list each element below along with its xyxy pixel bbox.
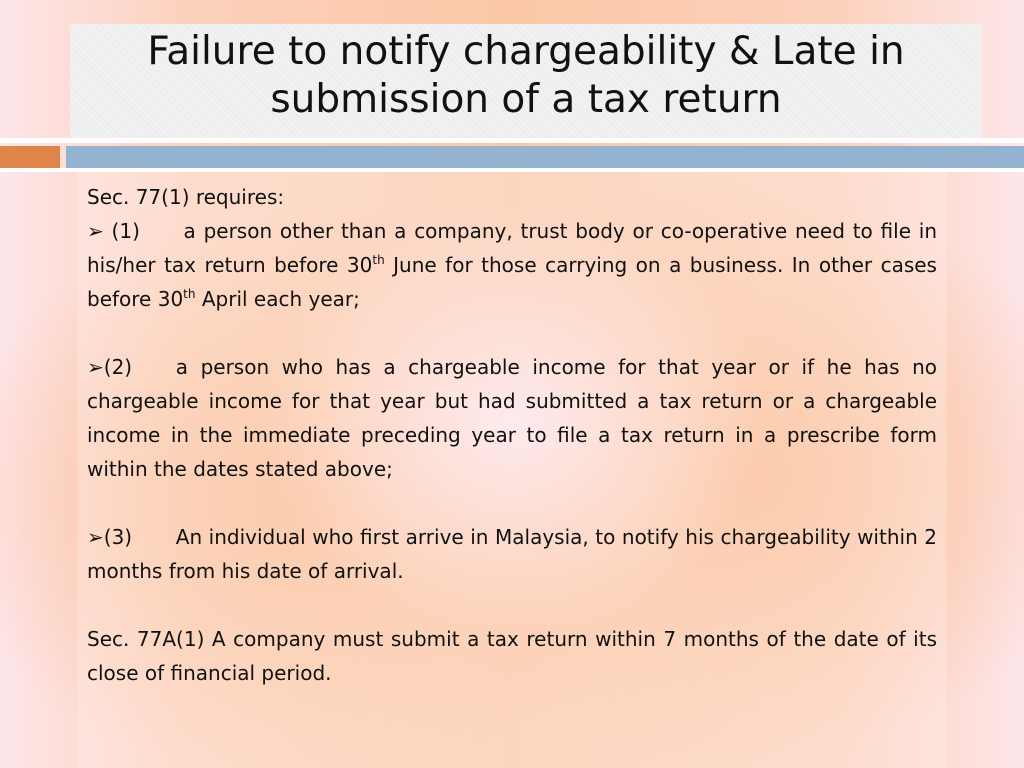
- ordinal-suffix: th: [372, 253, 385, 267]
- arrow-bullet-icon: ➢: [87, 355, 104, 379]
- arrow-bullet-icon: ➢: [87, 525, 104, 549]
- slide-body: [77, 172, 947, 768]
- item-text-part: a person other than a company, trust body or co-operative need to file in his/her tax return before 30: [87, 219, 937, 277]
- intro-text: Sec. 77(1) requires:: [87, 185, 285, 209]
- item-number: (3): [103, 525, 133, 549]
- item-text-part: June for those carrying on a business. In other cases before 30: [87, 253, 937, 311]
- item-number: (2): [103, 355, 133, 379]
- divider-top: [0, 138, 1024, 143]
- slide-title: Failure to notify chargeability & Late in submission of a tax return: [147, 29, 905, 122]
- accent-bar-blue: [66, 146, 1024, 168]
- list-item-2: [87, 350, 937, 486]
- accent-bar-orange: [0, 146, 60, 168]
- arrow-bullet-icon: ➢: [87, 219, 104, 243]
- item-text-part: April each year;: [195, 287, 360, 311]
- list-item-3: [87, 520, 937, 588]
- ordinal-suffix: th: [183, 287, 196, 301]
- item-text: a person who has a chargeable income for that year or if he has no chargeable income for that year but had submitted a tax return or a chargeable income in the immediate preceding year to file a tax return in a prescribe form within the dates stated above;: [87, 355, 937, 481]
- item-text: An individual who first arrive in Malaysia, to notify his chargeability within 2 months from his date of arrival.: [87, 525, 937, 583]
- item-number: (1): [111, 219, 140, 243]
- closing-text: Sec. 77A(1) A company must submit a tax return within 7 months of the date of its close of financial period.: [87, 627, 937, 685]
- list-item-1: [87, 214, 937, 316]
